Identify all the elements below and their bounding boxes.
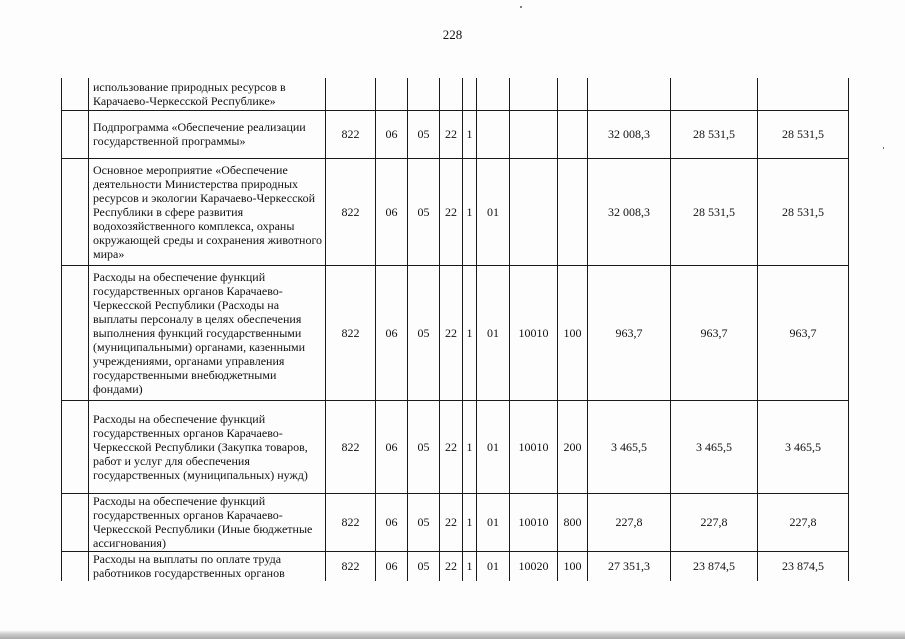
amount-col3-cell: 23 874,5 [758, 551, 849, 581]
program-code-cell: 22 [440, 400, 463, 493]
ministry-code-cell: 822 [326, 400, 376, 493]
expense-type-cell: 100 [558, 551, 588, 581]
amount-col3-cell [758, 78, 849, 110]
activity-code-cell: 01 [477, 158, 510, 265]
activity-code-cell: 01 [477, 400, 510, 493]
table-row [62, 551, 849, 581]
subprogram-code-cell: 1 [463, 158, 477, 265]
row-marker-cell [62, 493, 89, 551]
section-code-cell: 06 [376, 400, 408, 493]
table-row [62, 110, 849, 158]
page-number: 228 [442, 27, 463, 42]
scan-speck [883, 147, 884, 149]
table-row [62, 265, 849, 400]
table-row [62, 158, 849, 265]
activity-code-cell: 01 [477, 493, 510, 551]
activity-code-cell [477, 78, 510, 110]
activity-code-cell: 01 [477, 551, 510, 581]
subsection-code-cell: 05 [408, 158, 440, 265]
table-row [62, 78, 849, 110]
amount-col1-cell: 963,7 [588, 265, 671, 400]
direction-code-cell: 10010 [510, 265, 558, 400]
row-name: Основное мероприятие «Обеспечение деятельности Министерства природных ресурсов и экологии Карачаево-Черкесской Республики в сфере развития водохозяйственного комплекса, охраны окружающей среды и сохранения животного мира» [89, 158, 326, 265]
amount-col3-cell: 3 465,5 [758, 400, 849, 493]
program-code-cell: 22 [440, 265, 463, 400]
subprogram-code-cell: 1 [463, 551, 477, 581]
program-code-cell: 22 [440, 158, 463, 265]
row-name: Расходы на обеспечение функций государственных органов Карачаево-Черкесской Республики (Расходы на выплаты персоналу в целях обеспечения выполнения функций государственными (муниципальными) органами, казенными учреждениями, органами управления государственными внебюджетными фондами) [89, 265, 326, 400]
amount-col1-cell: 32 008,3 [588, 110, 671, 158]
program-code-cell [440, 78, 463, 110]
row-marker-cell [62, 265, 89, 400]
ministry-code-cell: 822 [326, 493, 376, 551]
amount-col2-cell: 963,7 [671, 265, 758, 400]
amount-col1-cell: 227,8 [588, 493, 671, 551]
amount-col1-cell [588, 78, 671, 110]
amount-col2-cell: 3 465,5 [671, 400, 758, 493]
section-code-cell: 06 [376, 551, 408, 581]
program-code-cell: 22 [440, 551, 463, 581]
subsection-code-cell: 05 [408, 400, 440, 493]
amount-col2-cell: 28 531,5 [671, 158, 758, 265]
ministry-code-cell: 822 [326, 265, 376, 400]
subsection-code-cell [408, 78, 440, 110]
activity-code-cell [477, 110, 510, 158]
activity-code-cell: 01 [477, 265, 510, 400]
expense-type-cell [558, 158, 588, 265]
direction-code-cell: 10010 [510, 493, 558, 551]
amount-col3-cell: 227,8 [758, 493, 849, 551]
subsection-code-cell: 05 [408, 493, 440, 551]
scan-bottom-edge [0, 630, 905, 639]
row-marker-cell [62, 78, 89, 110]
direction-code-cell: 10020 [510, 551, 558, 581]
subsection-code-cell: 05 [408, 265, 440, 400]
expense-type-cell: 100 [558, 265, 588, 400]
budget-table [61, 78, 849, 581]
ministry-code-cell [326, 78, 376, 110]
row-marker-cell [62, 158, 89, 265]
direction-code-cell: 10010 [510, 400, 558, 493]
section-code-cell: 06 [376, 493, 408, 551]
ministry-code-cell: 822 [326, 110, 376, 158]
subsection-code-cell: 05 [408, 110, 440, 158]
expense-type-cell: 800 [558, 493, 588, 551]
program-code-cell: 22 [440, 493, 463, 551]
ministry-code-cell: 822 [326, 551, 376, 581]
row-marker-cell [62, 110, 89, 158]
amount-col1-cell: 32 008,3 [588, 158, 671, 265]
subprogram-code-cell [463, 78, 477, 110]
subprogram-code-cell: 1 [463, 493, 477, 551]
amount-col2-cell: 227,8 [671, 493, 758, 551]
row-name: Расходы на обеспечение функций государственных органов Карачаево-Черкесской Республики (Иные бюджетные ассигнования) [89, 493, 326, 551]
table-row [62, 493, 849, 551]
table-row [62, 400, 849, 493]
row-name: Подпрограмма «Обеспечение реализации государственной программы» [89, 110, 326, 158]
section-code-cell: 06 [376, 158, 408, 265]
subsection-code-cell: 05 [408, 551, 440, 581]
direction-code-cell [510, 158, 558, 265]
row-name: Расходы на обеспечение функций государственных органов Карачаево-Черкесской Республики (Закупка товаров, работ и услуг для обеспечения государственных (муниципальных) нужд) [89, 400, 326, 493]
row-marker-cell [62, 400, 89, 493]
subprogram-code-cell: 1 [463, 265, 477, 400]
amount-col2-cell: 23 874,5 [671, 551, 758, 581]
row-name: Расходы на выплаты по оплате труда работников государственных органов [89, 551, 326, 581]
amount-col3-cell: 963,7 [758, 265, 849, 400]
expense-type-cell: 200 [558, 400, 588, 493]
row-marker-cell [62, 551, 89, 581]
section-code-cell [376, 78, 408, 110]
row-name: использование природных ресурсов в Карачаево-Черкесской Республике» [89, 78, 326, 110]
amount-col2-cell [671, 78, 758, 110]
expense-type-cell [558, 110, 588, 158]
section-code-cell: 06 [376, 110, 408, 158]
program-code-cell: 22 [440, 110, 463, 158]
direction-code-cell [510, 110, 558, 158]
amount-col1-cell: 27 351,3 [588, 551, 671, 581]
amount-col3-cell: 28 531,5 [758, 110, 849, 158]
subprogram-code-cell: 1 [463, 110, 477, 158]
scan-speck [520, 6, 522, 8]
expense-type-cell [558, 78, 588, 110]
amount-col1-cell: 3 465,5 [588, 400, 671, 493]
amount-col2-cell: 28 531,5 [671, 110, 758, 158]
ministry-code-cell: 822 [326, 158, 376, 265]
subprogram-code-cell: 1 [463, 400, 477, 493]
section-code-cell: 06 [376, 265, 408, 400]
direction-code-cell [510, 78, 558, 110]
amount-col3-cell: 28 531,5 [758, 158, 849, 265]
